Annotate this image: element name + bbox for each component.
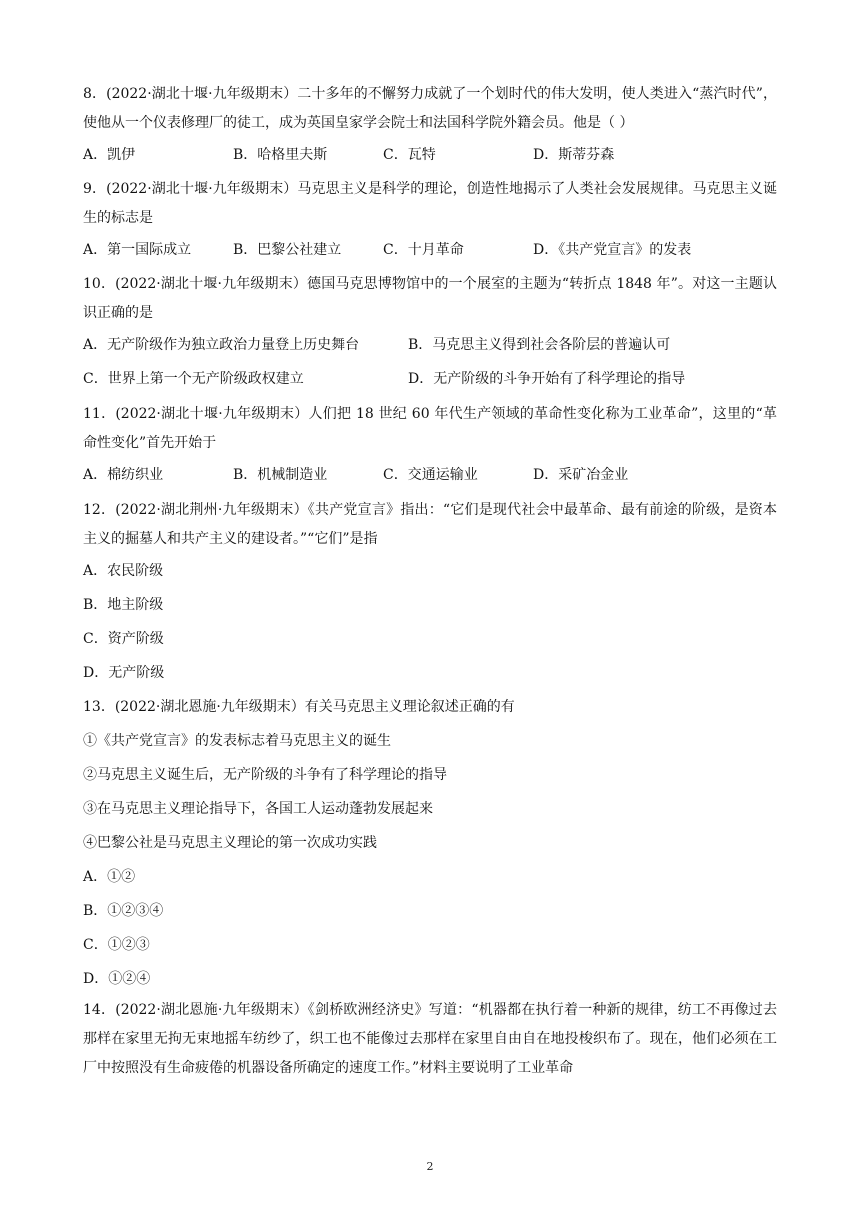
question-stem: 11．(2022·湖北十堰·九年级期末）人们把 18 世纪 60 年代生产领域的革命性变化称为工业革命”，这里的“革命性变化”首先开始于 (83, 406, 777, 451)
statement-3: ③在马克思主义理论指导下，各国工人运动蓬勃发展起来 (83, 801, 433, 817)
question-13 (83, 690, 777, 996)
option-c: C．瓦特 (383, 147, 436, 163)
question-8 (83, 80, 777, 172)
question-stem: 12．(2022·湖北荆州·九年级期末）《共产党宣言》指出：“它们是现代社会中最革命、最有前途的阶级，是资本主义的掘墓人和共产主义的建设者。”“它们”是指 (83, 502, 777, 547)
option-c: C．资产阶级 (83, 631, 164, 647)
option-b: B．①②③④ (83, 903, 164, 919)
question-stem: 9．(2022·湖北十堰·九年级期末）马克思主义是科学的理论，创造性地揭示了人类社会发展规律。马克思主义诞生的标志是 (83, 181, 777, 226)
option-c: C．交通运输业 (383, 467, 478, 483)
question-stem: 14．(2022·湖北恩施·九年级期末）《剑桥欧洲经济史》写道：“机器都在执行着一种新的规律，纺工不再像过去那样在家里无拘无束地摇车纺纱了，织工也不能像过去那样在家里自由自在地投梭织布了。现在，他们必须在工厂中按照没有生命疲倦的机器设备所确定的速度工作。”材料主要说明了工业革命 (83, 1002, 777, 1076)
option-d: D．无产阶级 (83, 665, 165, 681)
question-stem: 8．(2022·湖北十堰·九年级期末）二十多年的不懈努力成就了一个划时代的伟大发明，使人类进入“蒸汽时代”，使他从一个仪表修理厂的徒工，成为英国皇家学会院士和法国科学院外籍会员。他是（ ） (83, 86, 777, 131)
option-b: B．巴黎公社建立 (233, 242, 342, 258)
options-row (83, 458, 777, 492)
statement-1: ①《共产党宣言》的发表标志着马克思主义的诞生 (83, 733, 391, 749)
option-d: D．采矿冶金业 (533, 467, 629, 483)
statement-4: ④巴黎公社是马克思主义理论的第一次成功实践 (83, 835, 377, 851)
option-c: C．世界上第一个无产阶级政权建立 (83, 371, 304, 387)
question-stem: 10．(2022·湖北十堰·九年级期末）德国马克思博物馆中的一个展室的主题为“转折点 1848 年”。对这一主题认识正确的是 (83, 276, 777, 321)
option-d: D．《共产党宣言》的发表 (533, 242, 692, 258)
option-a: A．凯伊 (83, 147, 136, 163)
statement-2: ②马克思主义诞生后，无产阶级的斗争有了科学理论的指导 (83, 767, 447, 783)
option-c: C．①②③ (83, 937, 150, 953)
page-number: 2 (426, 1160, 434, 1173)
option-b: B．哈格里夫斯 (233, 147, 328, 163)
option-a: A．第一国际成立 (83, 242, 192, 258)
option-a: A．农民阶级 (83, 563, 164, 579)
option-b: B．机械制造业 (233, 467, 328, 483)
options-row (83, 138, 777, 172)
option-d: D．无产阶级的斗争开始有了科学理论的指导 (408, 371, 686, 387)
option-d: D．斯蒂芬森 (533, 147, 615, 163)
question-14 (83, 996, 777, 1083)
options-row (83, 328, 777, 362)
option-a: A．①② (83, 869, 136, 885)
option-a: A．无产阶级作为独立政治力量登上历史舞台 (83, 337, 360, 353)
option-b: B．地主阶级 (83, 597, 164, 613)
document-page (83, 80, 777, 1083)
option-c: C．十月革命 (383, 242, 464, 258)
question-stem: 13．(2022·湖北恩施·九年级期末）有关马克思主义理论叙述正确的有 (83, 699, 515, 715)
options-row (83, 233, 777, 267)
option-a: A．棉纺织业 (83, 467, 164, 483)
question-10 (83, 270, 777, 396)
question-11 (83, 400, 777, 492)
question-9 (83, 175, 777, 267)
options-row (83, 362, 777, 396)
question-12 (83, 496, 777, 690)
option-d: D．①②④ (83, 971, 151, 987)
option-b: B．马克思主义得到社会各阶层的普遍认可 (408, 337, 671, 353)
